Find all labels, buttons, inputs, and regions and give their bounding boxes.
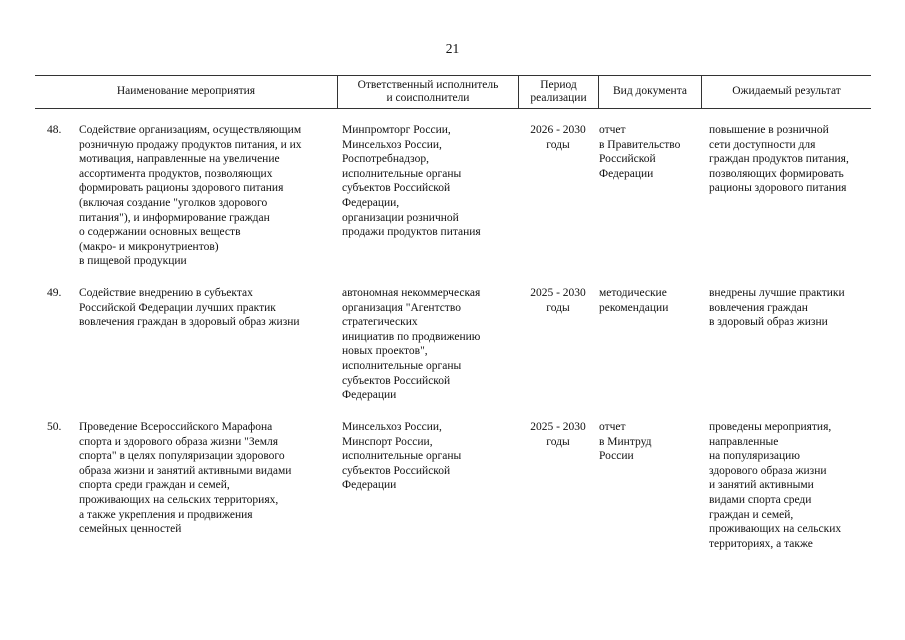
row-number: 49. (47, 287, 62, 299)
header-period-text: Период реализации (530, 78, 587, 104)
header-doc-type (599, 76, 701, 107)
row-result: повышение в розничной сети доступности для граждан продуктов питания, позволяющих формировать рационы здорового питания (709, 124, 849, 195)
row-doc-type: методические рекомендации (599, 287, 669, 314)
row-name: Содействие организациям, осуществляющим розничную продажу продуктов питания, и их мотивация, направленные на увеличение ассортимента продуктов, позволяющих формировать рационы здорового питания (включая создание "уголков здорового питания"), и информирование граждан о содержании основных веществ (макро- и микронутриентов) в пищевой продукции (79, 124, 302, 268)
row-period: 2025 - 2030 годы (530, 287, 586, 314)
row-result: внедрены лучшие практики вовлечения граждан в здоровый образ жизни (709, 287, 845, 329)
header-responsible-text: Ответственный исполнитель и соисполнители (357, 78, 499, 104)
header-result-text: Ожидаемый результат (732, 85, 841, 97)
row-period: 2026 - 2030 годы (530, 124, 586, 151)
header-doc-type-text: Вид документа (613, 85, 687, 97)
row-responsible: автономная некоммерческая организация "Агентство стратегических инициатив по продвижению новых проектов", исполнительные органы субъектов Российской Федерации (342, 287, 481, 402)
header-period (519, 76, 598, 107)
header-responsible (338, 76, 518, 107)
row-number: 48. (47, 124, 62, 136)
row-result: проведены мероприятия, направленные на популяризацию здорового образа жизни и занятий активными видами спорта среди граждан и семей, проживающих на сельских территориях, а также (709, 421, 842, 550)
table-header-bottom-border (35, 108, 871, 109)
row-responsible: Минсельхоз России, Минспорт России, исполнительные органы субъектов Российской Федерации (342, 421, 462, 492)
header-name-text: Наименование мероприятия (116, 85, 256, 97)
row-name: Проведение Всероссийского Марафона спорта и здорового образа жизни "Земля спорта" в целях популяризации здорового образа жизни и занятий активными видами спорта среди граждан и семей, проживающих на сельских территориях, а также укрепления и продвижения семейных ценностей (79, 421, 292, 536)
page-number: 21 (445, 41, 460, 56)
header-name (35, 76, 337, 107)
row-responsible: Минпромторг России, Минсельхоз России, Роспотребнадзор, исполнительные органы субъектов Российской Федерации, организации розничной продажи продуктов питания (342, 124, 481, 239)
row-number: 50. (47, 421, 62, 433)
row-doc-type: отчет в Минтруд России (599, 421, 652, 463)
header-result (702, 76, 871, 107)
row-name: Содействие внедрению в субъектах Российской Федерации лучших практик вовлечения граждан в здоровый образ жизни (79, 287, 300, 329)
row-doc-type: отчет в Правительство Российской Федерации (599, 124, 681, 180)
row-period: 2025 - 2030 годы (530, 421, 586, 448)
